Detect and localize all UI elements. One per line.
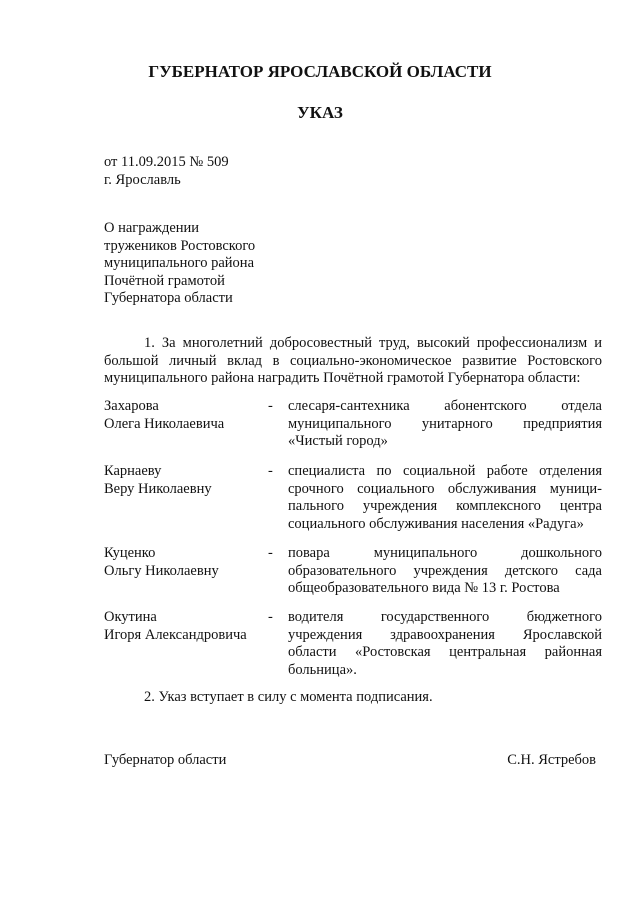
position-line: срочного социального обслуживания муници- (288, 480, 602, 497)
position-line: больница». (288, 661, 357, 678)
decree-subject (104, 220, 324, 308)
position-line: учреждения здравоохранения Ярославской (288, 626, 602, 643)
document-type-title: УКАЗ (297, 103, 343, 122)
awardee-dash: - (268, 463, 273, 479)
awardee-surname: Захарова (104, 398, 159, 414)
awardee-dash: - (268, 609, 273, 625)
subject-line: О награждении (104, 220, 200, 236)
awardee-surname: Куценко (104, 545, 156, 561)
position-line: муниципального унитарного предприятия (288, 415, 602, 432)
position-line: образовательного учреждения детского сада (288, 562, 602, 579)
position-line: слесаря-сантехника абонентского отдела (288, 398, 602, 414)
awardee-position (288, 463, 602, 533)
awardee-name (104, 463, 264, 498)
awardee-given-names: Веру Николаевну (104, 480, 212, 497)
subject-line: Почётной грамотой (104, 272, 225, 289)
awardee-name (104, 398, 264, 433)
awardee-given-names: Игоря Александровича (104, 626, 247, 643)
signatory-name: С.Н. Ястребов (507, 752, 596, 768)
awardee-name (104, 545, 264, 580)
awardee-given-names: Ольгу Николаевну (104, 562, 219, 579)
position-line: общеобразовательного вида № 13 г. Ростова (288, 580, 560, 596)
awardee-given-names: Олега Николаевича (104, 415, 225, 432)
awardee-surname: Окутина (104, 609, 157, 625)
awardee-position (288, 545, 602, 598)
paragraph-award-clause: 1. За многолетний добросовестный труд, высокий профессионализм и большой личный вклад в социально-экономическое развитие Ростовского муниципального района наградить Почётной грамотой Губернатора области: (104, 335, 602, 386)
issuing-authority: ГУБЕРНАТОР ЯРОСЛАВСКОЙ ОБЛАСТИ (148, 62, 492, 81)
subject-line: тружеников Ростовского (104, 237, 256, 254)
awardee-position (288, 398, 602, 451)
signatory-title: Губернатор области (104, 752, 227, 768)
position-line: социального обслуживания населения «Радуга» (288, 515, 584, 532)
position-line: повара муниципального дошкольного (288, 545, 602, 561)
awardee-dash: - (268, 398, 273, 414)
decree-city: г. Ярославль (104, 172, 181, 188)
position-line: водителя государственного бюджетного (288, 609, 602, 625)
position-line: области «Ростовская центральная районная (288, 644, 602, 660)
awardee-position (288, 609, 602, 679)
paragraph-effective-clause: 2. Указ вступает в силу с момента подписания. (144, 689, 433, 705)
position-line: специалиста по социальной работе отделения (288, 463, 602, 479)
decree-date-number: от 11.09.2015 № 509 (104, 154, 229, 170)
subject-line: Губернатора области (104, 290, 233, 306)
position-line: пального учреждения комплексного центра (288, 498, 602, 514)
awardee-dash: - (268, 545, 273, 561)
subject-line: муниципального района (104, 255, 254, 271)
awardee-name (104, 609, 264, 644)
position-line: «Чистый город» (288, 433, 388, 449)
awardee-surname: Карнаеву (104, 463, 162, 479)
